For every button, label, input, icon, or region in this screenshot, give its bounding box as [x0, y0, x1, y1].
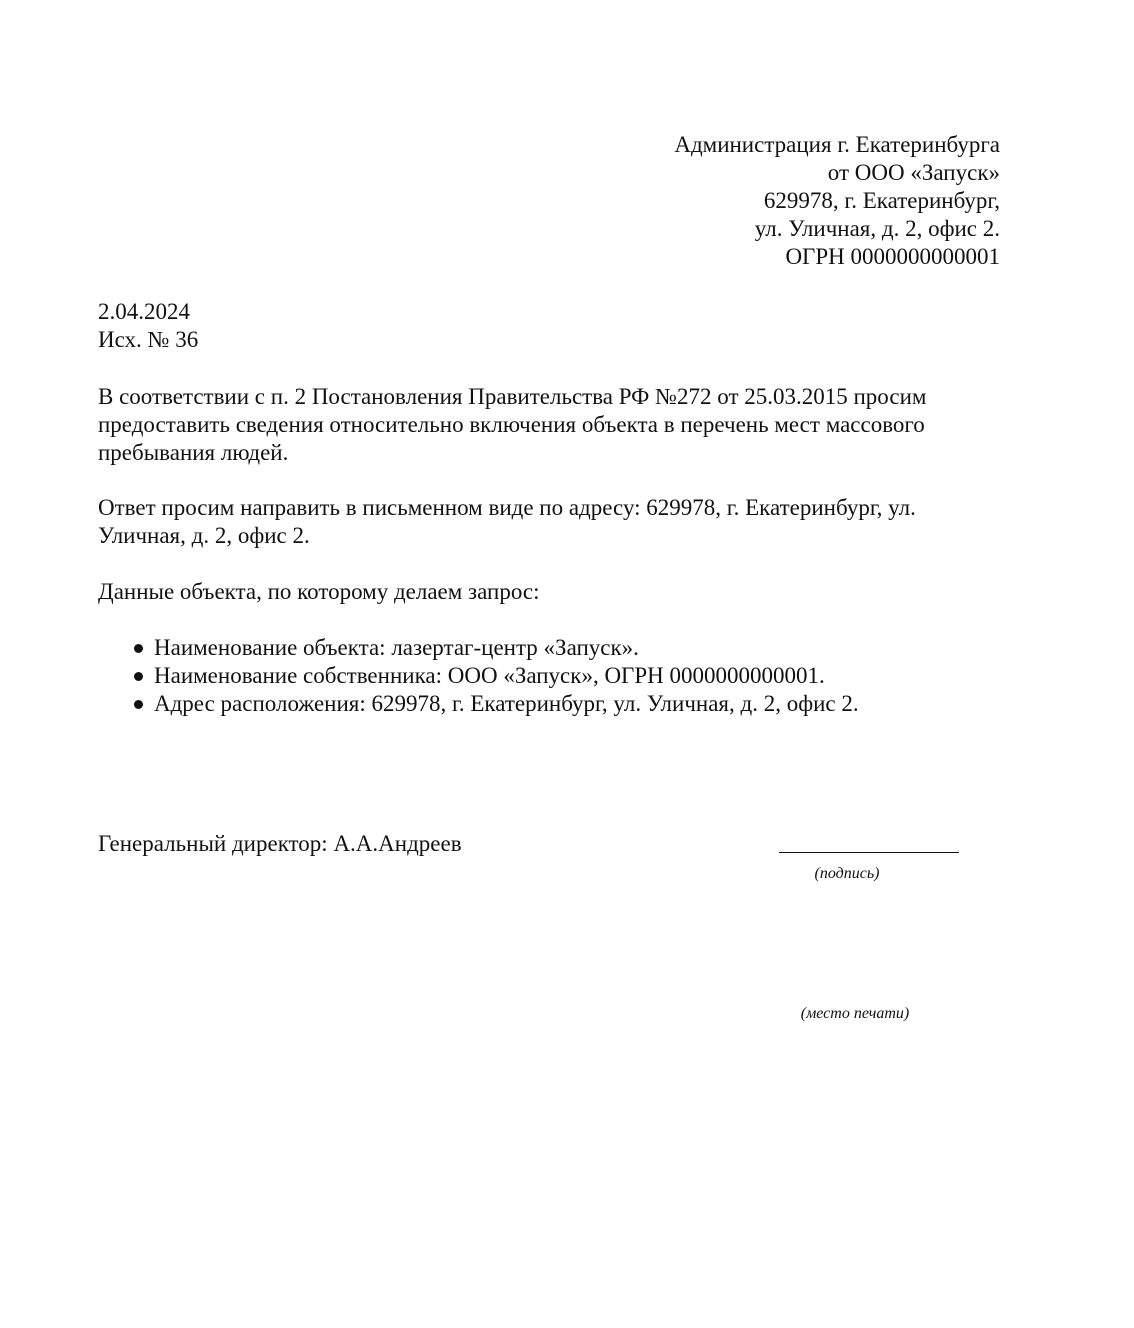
list-item-text: Адрес расположения: 629978, г. Екатеринбург, ул. Уличная, д. 2, офис 2. [154, 691, 859, 716]
list-item-text: Наименование собственника: ООО «Запуск», ОГРН 0000000000001. [154, 663, 825, 688]
object-data-list [134, 634, 859, 718]
bullet-icon [134, 700, 143, 709]
bullet-icon [134, 644, 143, 653]
list-item [134, 662, 859, 690]
request-paragraph: В соответствии с п. 2 Постановления Правительства РФ №272 от 25.03.2015 просим предоставить сведения относительно включения объекта в перечень мест массового пребывания людей. [98, 384, 927, 465]
object-data-intro: Данные объекта, по которому делаем запрос: [98, 579, 540, 604]
list-item-text: Наименование объекта: лазертаг-центр «Запуск». [154, 635, 639, 660]
signature-caption: (подпись) [814, 865, 880, 882]
reply-address-paragraph: Ответ просим направить в письменном виде по адресу: 629978, г. Екатеринбург, ул. Уличная, д. 2, офис 2. [98, 495, 916, 548]
signature-line [779, 852, 959, 853]
outgoing-number: Исх. № 36 [98, 327, 199, 352]
signer-title: Генеральный директор: А.А.Андреев [98, 831, 462, 856]
recipient-line: от ООО «Запуск» [827, 160, 1000, 185]
recipient-line: 629978, г. Екатеринбург, [763, 188, 1000, 213]
letter-date: 2.04.2024 [98, 299, 190, 324]
recipient-block [674, 131, 1000, 271]
list-item [134, 690, 859, 718]
recipient-line: Администрация г. Екатеринбурга [674, 132, 1000, 157]
recipient-line: ул. Уличная, д. 2, офис 2. [754, 216, 1000, 241]
bullet-icon [134, 672, 143, 681]
stamp-caption: (место печати) [800, 1005, 910, 1022]
recipient-line: ОГРН 0000000000001 [785, 244, 1000, 269]
letter-meta [98, 298, 198, 354]
list-item [134, 634, 859, 662]
